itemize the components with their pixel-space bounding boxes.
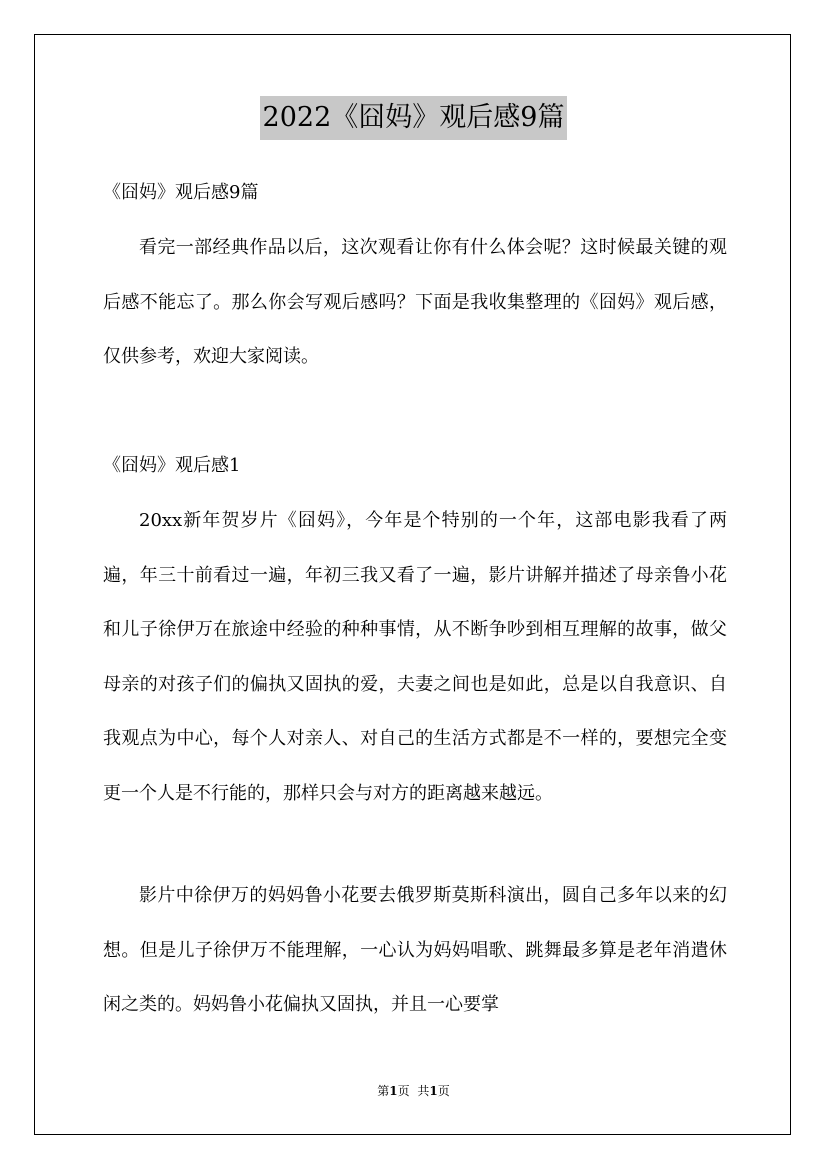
document-title: 2022《囧妈》观后感9篇 <box>260 96 568 140</box>
document-subtitle: 《囧妈》观后感9篇 <box>103 182 259 203</box>
total-pages: 1 <box>429 1084 438 1098</box>
page-suffix: 页 <box>397 1084 410 1098</box>
title-container <box>0 96 827 140</box>
intro-paragraph: 看完一部经典作品以后，这次观看让你有什么体会呢？这时候最关键的观后感不能忘了。那么你会写观后感吗？下面是我收集整理的《囧妈》观后感，仅供参考，欢迎大家阅读。 <box>103 237 727 367</box>
body-paragraph-2: 影片中徐伊万的妈妈鲁小花要去俄罗斯莫斯科演出，圆自己多年以来的幻想。但是儿子徐伊万不能理解，一心认为妈妈唱歌、跳舞最多算是老年消遣休闲之类的。妈妈鲁小花偏执又固执，并且一心要掌 <box>103 885 727 1015</box>
page-number: 1 <box>389 1084 398 1098</box>
page-prefix: 第 <box>377 1084 390 1098</box>
total-suffix: 页 <box>437 1084 450 1098</box>
body-paragraph-1: 20xx新年贺岁片《囧妈》，今年是个特别的一个年，这部电影我看了两遍，年三十前看过一遍，年初三我又看了一遍，影片讲解并描述了母亲鲁小花和儿子徐伊万在旅途中经验的种种事情，从不断争吵到相互理解的故事，做父母亲的对孩子们的偏执又固执的爱，夫妻之间也是如此，总是以自我意识、自我观点为中心，每个人对亲人、对自己的生活方式都是不一样的，要想完全变更一个人是不行能的，那样只会与对方的距离越来越远。 <box>103 510 727 804</box>
section-heading: 《囧妈》观后感1 <box>103 455 241 476</box>
page-footer <box>0 1082 827 1100</box>
total-prefix: 共 <box>417 1084 430 1098</box>
